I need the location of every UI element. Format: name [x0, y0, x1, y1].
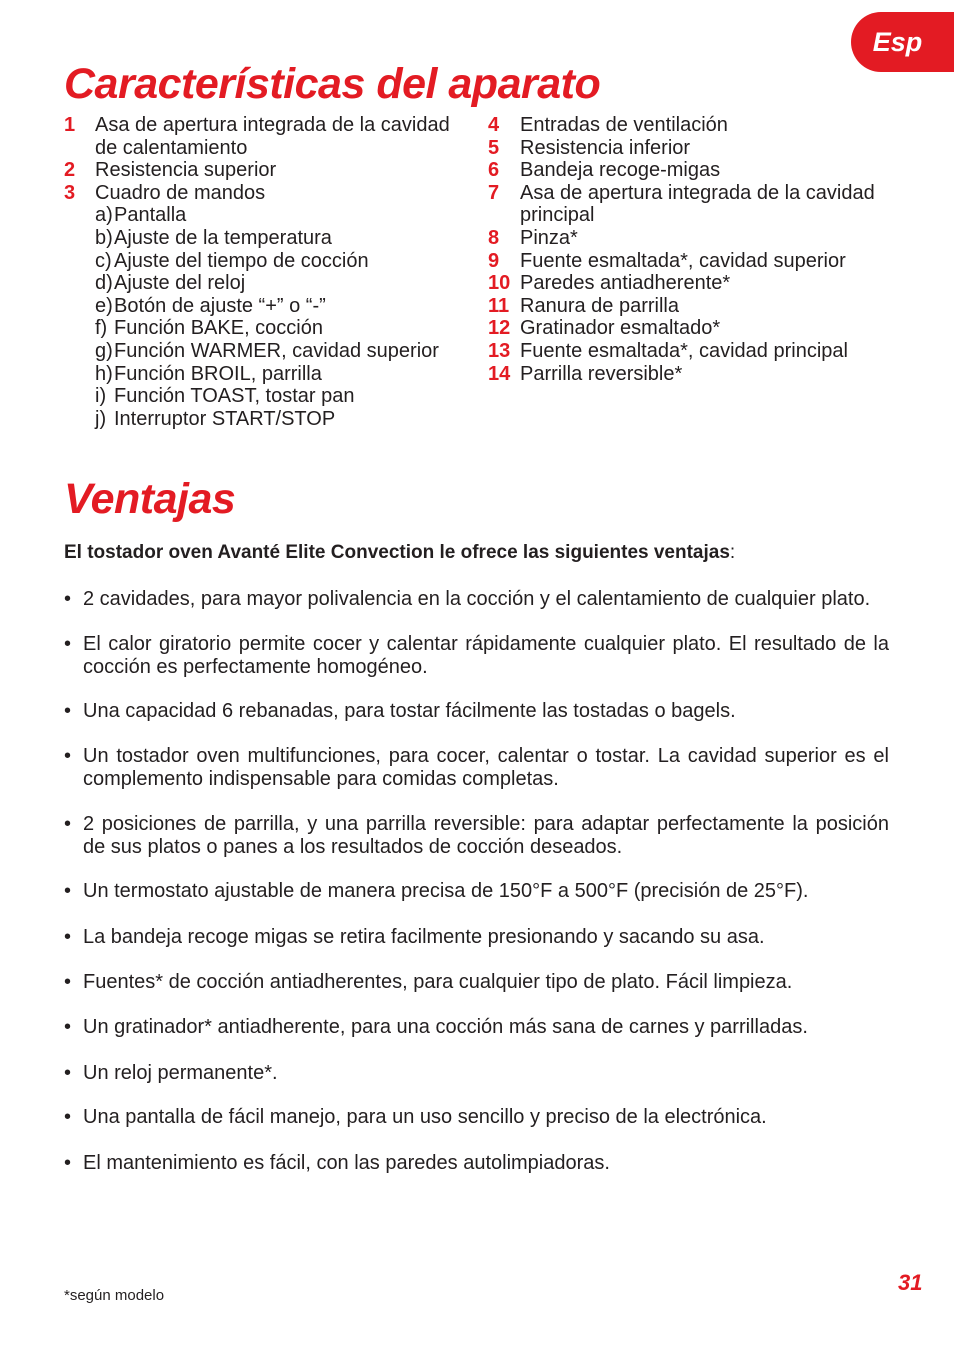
- advantage-item: [64, 880, 889, 903]
- control-letter: e): [95, 294, 113, 317]
- control-letter: g): [95, 339, 113, 362]
- control-item: [95, 250, 464, 273]
- advantages-intro: [64, 542, 735, 564]
- control-letter: d): [95, 272, 113, 295]
- feature-text: Resistencia inferior: [520, 136, 691, 159]
- advantage-item: [64, 588, 889, 611]
- feature-text: Asa de apertura integrada de la cavidad de calentamiento: [95, 114, 450, 159]
- features-list-left: [64, 114, 464, 430]
- advantage-text: El calor giratorio permite cocer y calentar rápidamente cualquier plato. El resultado de la cocción es perfectamente homogéneo.: [83, 632, 889, 678]
- control-text: Función BROIL, parrilla: [114, 362, 322, 385]
- feature-item: [488, 159, 888, 182]
- features-list-right: [488, 114, 888, 385]
- control-item: [95, 227, 464, 250]
- feature-number: 9: [488, 249, 500, 272]
- bullet-glyph: •: [64, 1106, 72, 1129]
- control-letter: h): [95, 362, 113, 385]
- control-item: [95, 385, 464, 408]
- bullet-glyph: •: [64, 1152, 72, 1175]
- advantage-text: Un gratinador* antiadherente, para una cocción más sana de carnes y parrilladas.: [83, 1015, 808, 1038]
- advantage-text: Fuentes* de cocción antiadherentes, para cualquier tipo de plato. Fácil limpieza.: [83, 970, 793, 993]
- feature-text: Fuente esmaltada*, cavidad superior: [520, 249, 846, 272]
- advantage-text: El mantenimiento es fácil, con las paredes autolimpiadoras.: [83, 1152, 610, 1175]
- feature-item: [488, 295, 888, 318]
- bullet-glyph: •: [64, 588, 72, 610]
- control-panel-sublist: [64, 204, 464, 430]
- feature-text: Asa de apertura integrada de la cavidad principal: [520, 181, 875, 227]
- control-item: [95, 408, 464, 431]
- bullet-glyph: •: [64, 970, 72, 993]
- feature-number: 14: [488, 362, 511, 385]
- control-letter: j): [95, 407, 107, 430]
- feature-text: Parrilla reversible*: [520, 362, 683, 385]
- feature-text: Entradas de ventilación: [520, 114, 728, 136]
- feature-number: 2: [64, 159, 76, 182]
- advantage-text: 2 posiciones de parrilla, y una parrilla reversible: para adaptar perfectamente la posición de sus platos o panes a los resultados de cocción deseados.: [83, 812, 889, 858]
- feature-item: [488, 250, 888, 273]
- advantage-text: 2 cavidades, para mayor polivalencia en la cocción y el calentamiento de cualquier plato.: [83, 588, 871, 610]
- feature-text: Paredes antiadherente*: [520, 272, 731, 295]
- footnote: *según modelo: [64, 1287, 165, 1304]
- feature-number: 5: [488, 136, 500, 159]
- advantage-item: [64, 700, 889, 723]
- feature-number: 11: [488, 294, 510, 317]
- feature-number: 8: [488, 226, 500, 249]
- feature-number: 1: [64, 114, 76, 136]
- feature-item: [488, 227, 888, 250]
- control-text: Ajuste del reloj: [114, 272, 246, 295]
- bullet-glyph: •: [64, 745, 72, 768]
- advantage-item: [64, 1062, 889, 1085]
- feature-item: [488, 182, 888, 227]
- control-item: [95, 204, 464, 227]
- feature-number: 4: [488, 114, 500, 136]
- control-letter: c): [95, 249, 112, 272]
- control-text: Interruptor START/STOP: [114, 407, 336, 430]
- advantage-text: Un tostador oven multifunciones, para cocer, calentar o tostar. La cavidad superior es el complemento indispensable para comidas completas.: [83, 745, 889, 790]
- control-item: [95, 295, 464, 318]
- advantage-item: [64, 1016, 889, 1039]
- bullet-glyph: •: [64, 926, 72, 949]
- advantage-item: [64, 926, 889, 949]
- control-text: Función BAKE, cocción: [114, 317, 323, 340]
- feature-text: Gratinador esmaltado*: [520, 317, 721, 340]
- feature-item: [64, 114, 464, 159]
- bullet-glyph: •: [64, 812, 72, 835]
- feature-item: [488, 340, 888, 363]
- control-text: Pantalla: [114, 204, 187, 227]
- feature-number: 10: [488, 272, 511, 295]
- feature-number: 12: [488, 317, 511, 340]
- control-letter: b): [95, 226, 113, 249]
- control-text: Ajuste de la temperatura: [114, 226, 332, 249]
- bullet-glyph: •: [64, 700, 72, 723]
- feature-item: [488, 137, 888, 160]
- control-item: [95, 363, 464, 386]
- control-item: [95, 272, 464, 295]
- advantages-list: [64, 588, 889, 1175]
- advantage-text: Un reloj permanente*.: [83, 1061, 278, 1084]
- control-item: [95, 340, 464, 363]
- advantage-item: [64, 1106, 889, 1129]
- feature-item: [64, 159, 464, 182]
- feature-number: 13: [488, 339, 511, 362]
- bullet-glyph: •: [64, 1015, 72, 1038]
- control-letter: i): [95, 385, 107, 408]
- control-letter: a): [95, 204, 113, 227]
- advantage-item: [64, 971, 889, 994]
- feature-text: Cuadro de mandos: [95, 181, 266, 204]
- feature-number: 6: [488, 159, 500, 182]
- feature-text: Bandeja recoge-migas: [520, 159, 721, 182]
- advantage-text: Un termostato ajustable de manera precisa de 150°F a 500°F (precisión de 25°F).: [83, 880, 809, 903]
- feature-text: Fuente esmaltada*, cavidad principal: [520, 339, 848, 362]
- advantage-item: [64, 633, 889, 679]
- advantage-text: Una capacidad 6 rebanadas, para tostar fácilmente las tostadas o bagels.: [83, 700, 736, 723]
- bullet-glyph: •: [64, 880, 72, 903]
- control-text: Función TOAST, tostar pan: [114, 385, 355, 408]
- feature-text: Ranura de parrilla: [520, 294, 679, 317]
- control-letter: f): [95, 317, 108, 340]
- advantage-item: [64, 1152, 889, 1175]
- feature-number: 3: [64, 181, 76, 204]
- section-title-features: Características del aparato: [64, 60, 601, 108]
- control-item: [95, 317, 464, 340]
- feature-item: [488, 363, 888, 386]
- advantages-intro-colon: :: [729, 542, 736, 563]
- feature-text: Resistencia superior: [95, 159, 277, 182]
- section-title-advantages: Ventajas: [64, 475, 236, 523]
- control-text: Ajuste del tiempo de cocción: [114, 249, 369, 272]
- advantage-item: [64, 813, 889, 859]
- advantage-text: La bandeja recoge migas se retira facilmente presionando y sacando su asa.: [83, 926, 765, 949]
- language-tab: Esp: [851, 12, 954, 72]
- bullet-glyph: •: [64, 632, 72, 655]
- advantage-item: [64, 745, 889, 791]
- feature-item: [488, 317, 888, 340]
- feature-item: [64, 182, 464, 205]
- feature-item: [488, 272, 888, 295]
- advantages-intro-text: El tostador oven Avanté Elite Convection le ofrece las siguientes ventajas: [64, 542, 730, 563]
- feature-item: [488, 114, 888, 137]
- page-number: 31: [898, 1270, 923, 1295]
- bullet-glyph: •: [64, 1061, 72, 1084]
- control-text: Botón de ajuste “+” o “-”: [114, 294, 326, 317]
- feature-number: 7: [488, 181, 500, 204]
- advantage-text: Una pantalla de fácil manejo, para un uso sencillo y preciso de la electrónica.: [83, 1106, 767, 1129]
- control-text: Función WARMER, cavidad superior: [114, 339, 439, 362]
- feature-text: Pinza*: [520, 226, 578, 249]
